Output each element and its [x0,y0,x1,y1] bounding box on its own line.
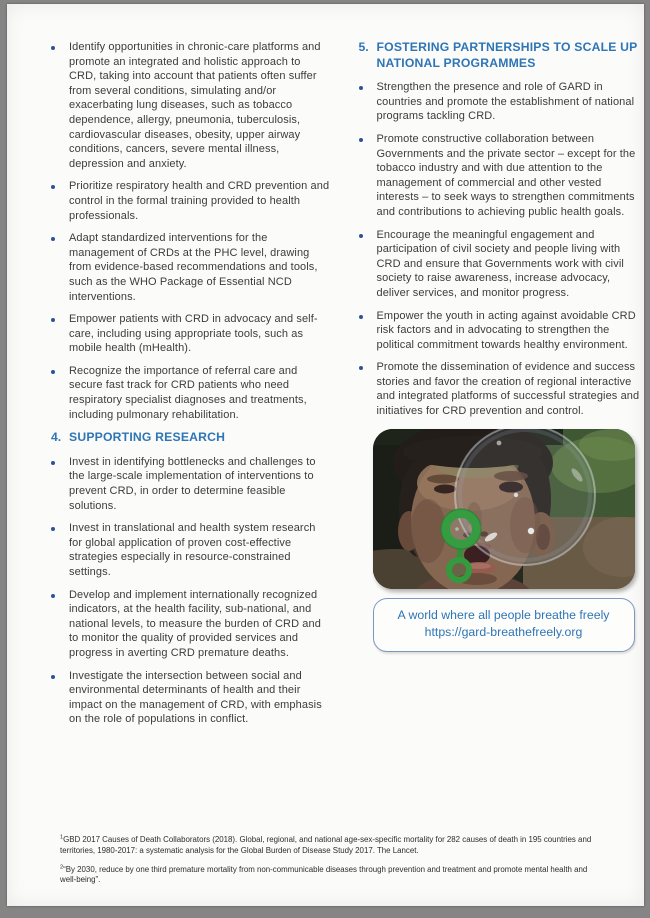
list-item [353,132,645,220]
bullet-icon [51,318,55,322]
bullet-icon [51,594,55,598]
footnote-text: “By 2030, reduce by one third premature mortality from non-communicable diseases through prevention and treatment and promote mental health and well-being”. [60,864,588,885]
footnote-2 [60,865,592,887]
bullet-text: Identify opportunities in chronic-care platforms and promote an integrated and holistic approach to CRD, taking into account that patients often suffer from several conditions, simulating and/or exacerbating lung diseases, such as tobacco dependence, allergy, pneumonia, tuberculosis, cardiovascular diseases, obesity, upper airway conditions, cancers, severe mental illness, depression and anxiety. [69,41,321,170]
bullet-text: Prioritize respiratory health and CRD prevention and control in the formal training provided to health professionals. [69,180,330,222]
bullet-text: Adapt standardized interventions for the management of CRDs at the PHC level, drawing from evidence-based recommendations and tools, such as the WHO Package of Essential NCD interventions. [69,232,318,303]
section-number: 5. [358,40,369,54]
bullet-text: Promote the dissemination of evidence and success stories and favor the creation of regional interactive and integrated platforms of successful strategies and initiatives for CRD prevention and control. [376,361,640,418]
bullet-icon [359,366,363,370]
bullet-text: Encourage the meaningful engagement and participation of civil society and people living with CRD and ensure that Governments work with civil society to raise awareness, increase advocacy, deliver services, and monitor progress. [376,228,624,299]
section-number: 4. [51,430,62,445]
bullet-text: Strengthen the presence and role of GARD in countries and promote the establishment of national programs tackling CRD. [376,81,635,123]
footnotes [60,835,592,894]
bullet-text: Invest in translational and health system research for global application of proven cost-effective strategies especially in resource-constrained settings. [69,522,316,578]
list-item [45,40,331,171]
list-item [353,80,645,124]
list-item [45,455,331,513]
bullet-icon [51,527,55,531]
bullet-text: Invest in identifying bottlenecks and challenges to the large-scale implementation of interventions to prevent CRD, in order to determine feasible solutions. [69,455,316,512]
bullet-icon [359,86,363,90]
bullet-text: Promote constructive collaboration between Governments and the private sector – except for the tobacco industry and with due attention to the management of commercial and other vested interests – to seek ways to strengthen commitments and contributions to achieving public health goals. [376,132,636,218]
list-item [45,179,331,223]
right-bullet-list [353,80,645,418]
bullet-text: Investigate the intersection between social and environmental determinants of health and their impact on the management of CRD, with emphasis on the role of populations in conflict. [69,669,322,726]
section-heading-supporting-research [45,430,331,446]
section-title: FOSTERING PARTNERSHIPS TO SCALE UP NATIONAL PROGRAMMES [376,40,638,70]
bullet-icon [359,138,363,142]
list-item [353,309,645,353]
photo-illustration [373,429,635,589]
bullet-text: Empower patients with CRD in advocacy and self-care, including using appropriate tools, such as mobile health (mHealth). [69,313,318,355]
caption-tagline: A world where all people breathe freely [397,607,610,622]
list-item [45,669,331,727]
left-bullet-list-b [45,455,331,727]
section-title: SUPPORTING RESEARCH [69,430,226,445]
list-item [353,228,645,301]
right-column [353,40,645,735]
footnote-1 [60,835,592,857]
bullet-text: Empower the youth in acting against avoidable CRD risk factors and in advocating to strengthen the political commitment towards healthy environment. [376,309,636,351]
footnote-marker: 1 [60,834,64,841]
bullet-icon [51,185,55,189]
section-heading-fostering-partnerships [353,40,645,71]
photo-boy-blowing-bubbles [373,429,635,589]
left-bullet-list-a [45,40,331,422]
bullet-icon [51,461,55,465]
bullet-text: Develop and implement internationally recognized indicators, at the health facility, sub-national, and national levels, to measure the burden of CRD and to monitor the quality of provided services and progress in averting CRD premature deaths. [69,588,321,659]
left-column [45,40,331,735]
list-item [45,521,331,579]
two-column-layout [7,4,644,735]
footnote-marker: 2 [60,863,64,870]
footnote-text: GBD 2017 Causes of Death Collaborators (2018). Global, regional, and national age-sex-specific mortality for 282 causes of death in 195 countries and territories, 1980-2017: a systematic analysis for the Global Burden of Disease Study 2017. The Lancet. [60,835,592,855]
list-item [353,360,645,418]
bullet-icon [359,234,363,238]
bullet-icon [51,46,55,50]
bullet-icon [51,370,55,374]
bullet-icon [51,675,55,679]
caption-box [373,598,635,652]
bullet-icon [51,237,55,241]
bullet-icon [359,315,363,319]
list-item [45,588,331,661]
caption-url[interactable]: https://gard-breathefreely.org [424,625,583,640]
bullet-text: Recognize the importance of referral care and secure fast track for CRD patients who need respiratory specialist diagnoses and treatments, including pulmonary rehabilitation. [69,364,307,421]
list-item [45,364,331,422]
document-page [7,4,644,906]
list-item [45,312,331,356]
list-item [45,231,331,304]
